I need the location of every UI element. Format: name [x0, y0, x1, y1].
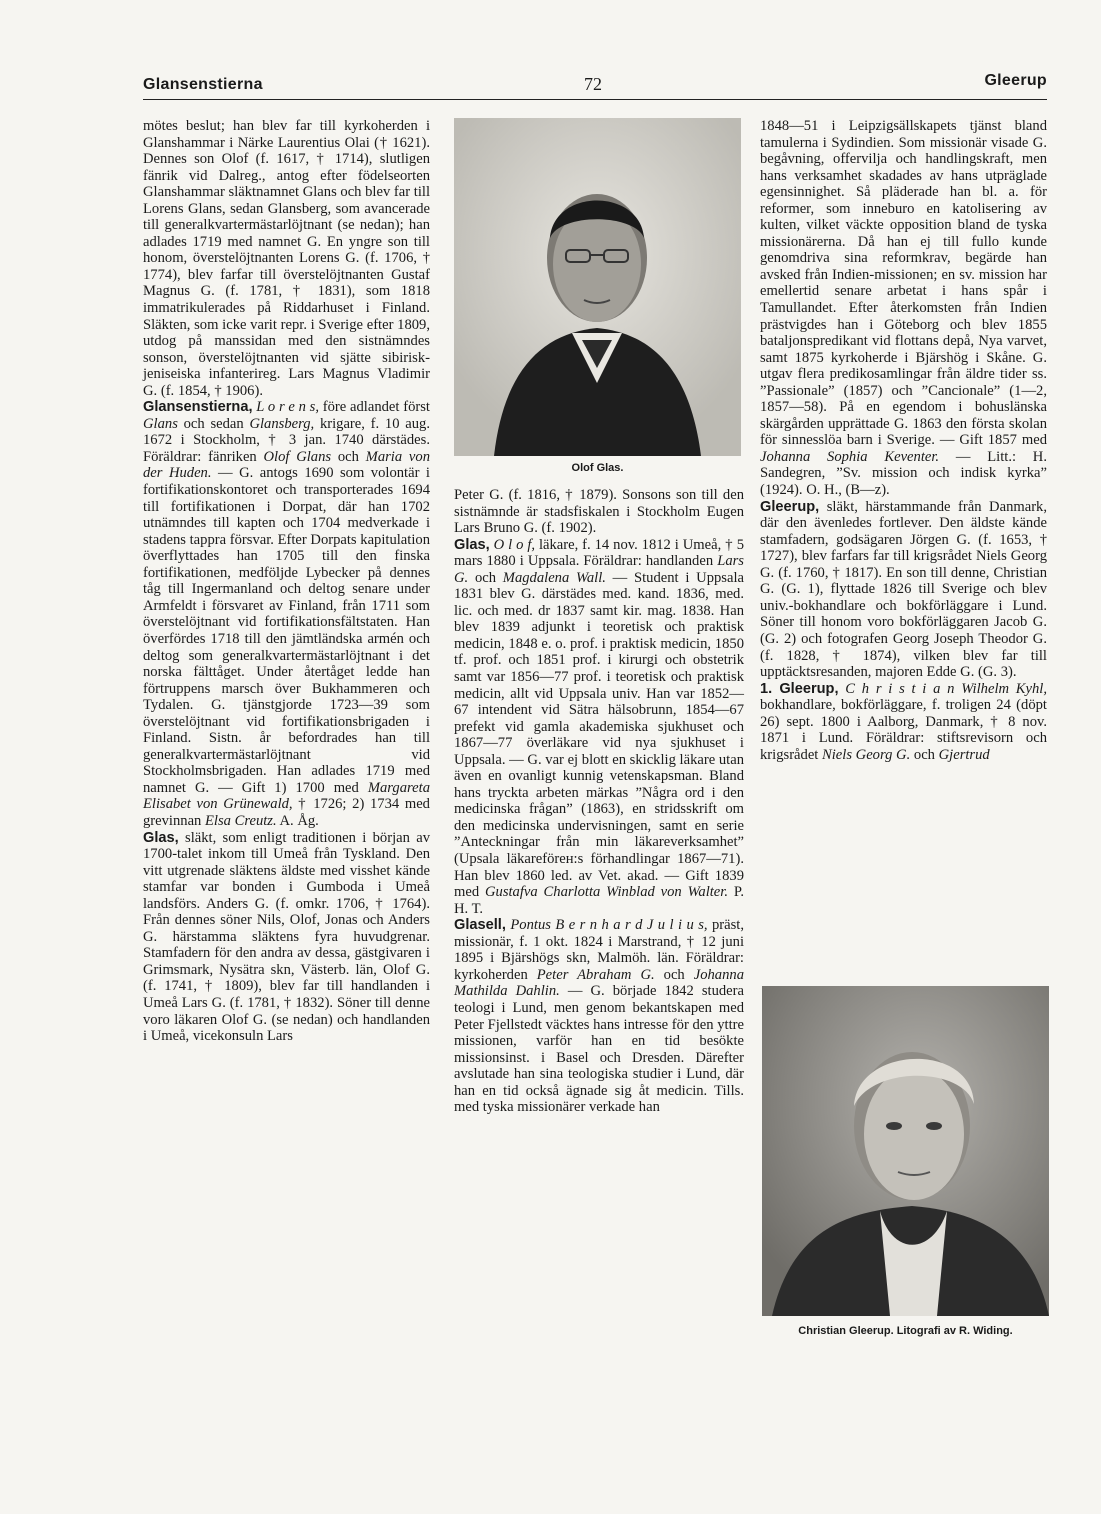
- body-text: — Litt.: H. Sandegren, ”Sv. mission och indisk kyrka” (1924). O. H., (B—z).: [760, 448, 1047, 499]
- body-text: — Student i Uppsala 1831 blev G. därstädes med. kand. 1836, med. lic. och med. dr 1837 samt kir. mag. 1838. Han blev 1839 adjunkt i teoretisk och praktisk medicin, 1848 e. o. prof. i praktisk medicin, 1850 tf. prof. och 1851 prof. i kirurgi och obstetrik samt var 1856—77 prof. i teoretisk och praktisk medicin, allt vid Uppsala univ. Han var 1852—67 intendent vid Sätra hälsobrunn, 1854—67 prefekt vid gamla akademiska sjukhuset och 1867—77 överläkare vid nya sjukhuset i Uppsala. — G. var ej blott en skicklig läkare utan även en ovanligt kunnig vetenskapsman. Bland hans tryckta arbeten märkas ”Några ord i den medicinska frågan” (1863), en stridsskrift om den medicinska undervisningen, samt en serie ”Anteckningar från min läkareverksamhet” (Upsala läkareförен:s förhandlingar 1867—71). Han blev 1860 led. av Vet. akad. — Gift 1839 med: [454, 569, 744, 901]
- body-text: P. H. T.: [454, 884, 745, 917]
- body-text: — G. började 1842 studera teologi i Lund, men genom bekantskapen med Peter Fjellstedt väcktes hans intresse för den yttre missionen, varför han en tid besökte missionsinst. i Basel och Dresden. Därefter avslutade han sina teologiska studier i Lund, där han en tid också ägnade sig åt medicin. Tills. med tyska missionärer verkade han: [454, 983, 744, 1116]
- body-text: präst, missionär, f. 1 okt. 1824 i Marstrand, † 12 juni 1895 i Bjärshögs skn, Malmöh. län. Föräldrar: kyrkoherden: [454, 917, 744, 983]
- italic-text: Olof Glans: [263, 448, 332, 465]
- body-text: krigare, f. 10 aug. 1672 i Stockholm, † 3 jan. 1740 därstädes. Föräldrar: fänriken: [143, 415, 431, 465]
- column-middle: [454, 487, 744, 1357]
- entry-lemma: 1. Gleerup,: [760, 680, 839, 697]
- article-paragraph: [760, 118, 1047, 499]
- body-text: bokhandlare, bokförläggare, f. troligen 24 (döpt 26) sept. 1800 i Aalborg, Danmark, † 8 nov. 1871 i Lund. Föräldrar: stiftsrevisorn och krigsrådet: [760, 697, 1047, 763]
- italic-text: Pontus B e r n h a r d J u l i u s,: [510, 917, 708, 934]
- column-right: [760, 118, 1047, 843]
- italic-text: Elsa Creutz.: [205, 812, 277, 829]
- entry-lemma: Glasell,: [454, 917, 506, 934]
- body-text: före adlandet först: [319, 399, 430, 416]
- column-left: [143, 118, 430, 1358]
- body-text: † 1726; 2) 1734 med grevinnan: [143, 796, 430, 829]
- header-right-keyword: Gleerup: [984, 72, 1047, 89]
- italic-text: C h r i s t i a n Wilhelm Kyhl,: [845, 680, 1047, 697]
- italic-text: Gjertrud: [938, 746, 990, 763]
- entry-lemma: Glansenstierna,: [143, 399, 253, 416]
- italic-text: Lars G.: [454, 553, 744, 586]
- caption-olof-glas: Olof Glas.: [571, 462, 624, 474]
- italic-text: Niels Georg G.: [822, 746, 911, 763]
- italic-text: Magdalena Wall.: [502, 569, 606, 586]
- portrait-christian-gleerup: [762, 986, 1049, 1316]
- body-text: släkt, som enligt traditionen i början av 1700-talet inkom till Umeå från Tyskland. Den vitt utgrenade släktens äldste med visshet kände stamfar var bonden i Gumboda i Umeå landsförs. Anders G. (f. omkr. 1706, † 1764). Från dennes söner Nils, Olof, Jonas och Anders G. härstamma släktens fyra huvudgrenar. Stamfadern för den andra av dessa, gästgivaren i Grimsmark, Nysätra skn, Västerb. län, Olof G. (f. 1741, † 1809), blev far till handlanden i Umeå Lars G. (f. 1781, † 1832). Söner till denne voro läkaren Olof G. (se nedan) och handlanden i Umeå, vicekonsuln Lars: [143, 829, 430, 1045]
- portrait-christian-gleerup-image: [762, 986, 1049, 1316]
- body-text: och: [654, 966, 694, 983]
- entry-lemma: Glas,: [454, 536, 490, 553]
- article-paragraph: [760, 499, 1047, 681]
- body-text: och: [910, 746, 939, 763]
- article-paragraph: [760, 681, 1047, 764]
- portrait-olof-glas-image: [454, 118, 741, 456]
- body-text: läkare, f. 14 nov. 1812 i Umeå, † 5 mars 1880 i Uppsala. Föräldrar: handlanden: [454, 536, 744, 570]
- article-paragraph: [143, 830, 430, 1045]
- body-text: och: [468, 569, 503, 586]
- header-left-keyword: Glansenstierna: [143, 76, 263, 93]
- article-paragraph: Peter G. (f. 1816, † 1879). Sonsons son till den sistnämnde är stadsfiskalen i Stockholm Eugen Lars Bruno G. (f. 1902).: [454, 487, 744, 537]
- italic-text: Maria von der Huden.: [143, 448, 430, 482]
- article-paragraph: [454, 537, 744, 918]
- italic-text: Johanna Sophia Keventer.: [760, 448, 940, 465]
- body-text: A. Åg.: [276, 812, 319, 829]
- entry-lemma: Gleerup,: [760, 498, 820, 515]
- body-text: — G. antogs 1690 som volontär i fortifikationskontoret och transporterades 1694 till fortifikationen i Dorpat, där han 1702 utnämndes till kapten och 1704 medverkade i stadens tappra försvar. Efter Dorpats kapitulation överflyttades han 1705 till den finska fortifikationen, medföljde Lybecker på dennes tåg till Ingermanland och deltog senare under Armfeldt i försvaret av Finland, från 1711 som överstelöjtnant vid fortifikationsfältstaten. Han överfördes 1718 till den jämtländska armén och deltog som generalkvartermästarlöjtnant i det norska fälttåget. Under återtåget ledde han förtruppens marsch över Bukhammeren och Tydalen. G. tjänstgjorde 1723—39 som överstelöjtnant vid fortifikationsbrigaden i Finland. Sistn. år befordrades han till generalkvartermästarlöjtnant vid Stockholmsbrigaden. Han adlades 1719 med namnet G. — Gift 1) 1700 med: [143, 465, 430, 796]
- page-header: [143, 68, 1047, 100]
- italic-text: Gustafva Charlotta Winblad von Walter.: [484, 884, 728, 901]
- page-number: 72: [584, 74, 602, 94]
- header-rule: [143, 99, 1047, 100]
- body-text: och: [331, 448, 366, 465]
- body-text: och sedan: [177, 415, 250, 432]
- portrait-olof-glas: [454, 118, 741, 456]
- body-text: släkt, härstammande från Danmark, där den ävenledes fortlever. Den äldste kände stamfadern, godsägaren Jörgen G. (f. 1653, † 1727), blev farfars far till krigsrådet Niels Georg G. (f. 1760, † 1817). En son till denne, Christian G. (G. 1), flyttade 1826 till Sverige och blev univ.-bokhandlare och bokförläggare i Lund. Söner till honom voro bokförläggaren Jacob G. (G. 2) och fotografen Georg Joseph Theodor G. (f. 1828, † 1874), vilken blev far till upptäcktsresanden, majoren Edde G. (G. 3).: [760, 498, 1047, 681]
- article-paragraph: [143, 399, 430, 829]
- italic-text: Margareta Elisabet von Grünewald,: [143, 779, 430, 813]
- italic-text: L o r e n s,: [256, 399, 320, 416]
- italic-text: Glans: [143, 415, 178, 432]
- article-paragraph: mötes beslut; han blev far till kyrkoherden i Glanshammar i Närke Laurentius Olai († 1621). Dennes son Olof (f. 1617, † 1714), slutligen fänrik vid Dalreg., antog efter födelseorten Glanshammar släktnamnet Glans och blev far till Lorens Glans, sedan Glansberg, som avancerade till generalkvartermästarlöjtnant (se nedan); han adlades 1719 med namnet G. En yngre son till honom, överstelöjtnanten Lorens G. (f. 1706, † 1774), blev farfar till överstelöjtnanten Gustaf Magnus G. (f. 1781, † 1831), som 1818 immatrikulerades på Riddarhuset i Finland. Släkten, som icke varit repr. i Sverige efter 1809, utdog på manssidan med den sistnämndes sonson, överstelöjtnanten vid sjätte sibirisk-jeniseiska infanterireg. Lars Magnus Vladimir G. (f. 1854, † 1906).: [143, 118, 430, 399]
- italic-text: Glansberg,: [249, 415, 315, 432]
- body-text: 1848—51 i Leipzigsällskapets tjänst bland tamulerna i Sydindien. Som missionär visade G. begåvning, offervilja och handlingskraft, men hans verksamhet skadades av hans utpräglade egensinnighet. Så pläderade han bl. a. för reformer, som inneburo en katolisering av kulten, vilket väckte opposition bland de tyska missionärerna. Då han ej till fullo kunde genomdriva sina reformkrav, begärde han avsked från Indien-missionen; en sv. mission har emellertid senare arbetat i hans spår i Tamullandet. Efter återkomsten från Indien prästvigdes han i Göteborg och blev 1855 bataljonspredikant vid flottans depå, Nya varvet, samt 1875 kyrkoherde i Bjärshög i Skåne. G. utgav flera predikosamlingar från äldre tider ss. ”Passionale” (1857) och ”Cancionale” (1—2, 1857—58). På en egendom i bohuslänska skärgården upprättade G. 1863 den första skolan för sinnesslöa barn i Sverige. — Gift 1857 med: [760, 118, 1047, 449]
- article-paragraph: [454, 917, 744, 1116]
- italic-text: O l o f,: [493, 536, 536, 553]
- italic-text: Johanna Mathilda Dahlin.: [454, 966, 744, 1000]
- entry-lemma: Glas,: [143, 829, 179, 846]
- caption-christian-gleerup: Christian Gleerup. Litografi av R. Widing.: [798, 1325, 1013, 1337]
- italic-text: Peter Abraham G.: [536, 966, 655, 983]
